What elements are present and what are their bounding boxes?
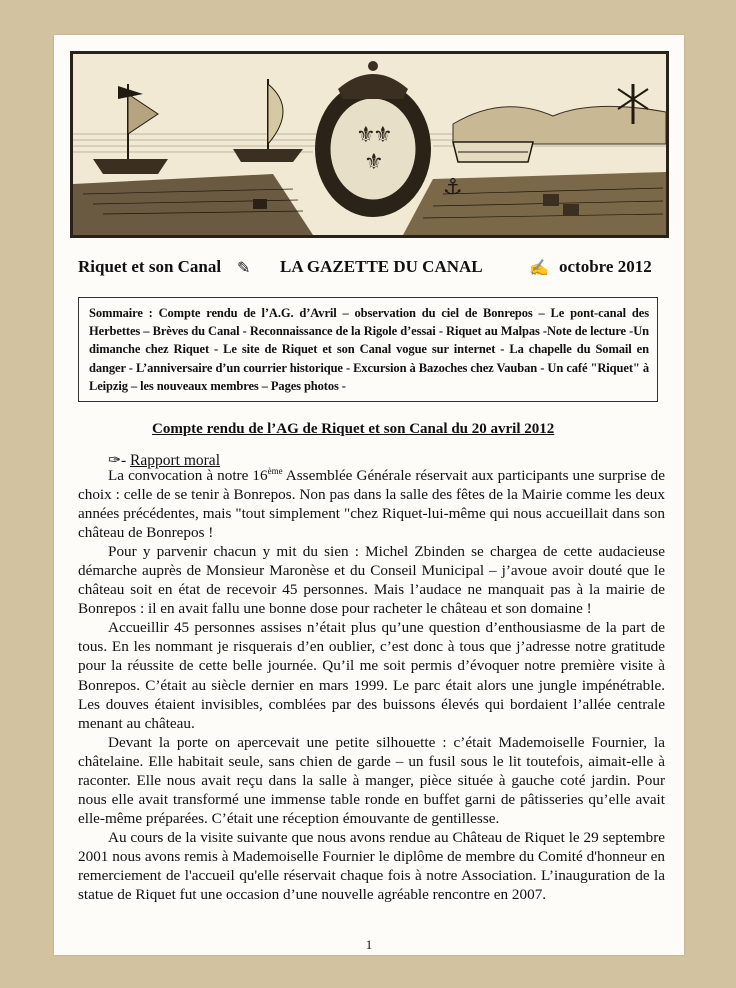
engraving-canal-illustration: [73, 54, 666, 235]
hand-pointer-icon: ✑-: [108, 452, 127, 469]
issue-date: octobre 2012: [559, 257, 652, 276]
table-of-contents-box: [78, 297, 658, 402]
publisher-name: Riquet et son Canal: [78, 257, 222, 276]
svg-text:⚜: ⚜: [364, 150, 384, 175]
writing-hand-icon: ✍: [529, 260, 549, 277]
paragraph: Au cours de la visite suivante que nous avons rendue au Château de Riquet le 29 septembre 2001 nous avons remis à Mademoiselle Fournier le diplôme de membre du Comité d'honneur en remerciement de l'accueil qu'elle réservait chaque fois à notre Association. L’inauguration de la statue de Riquet fut une occasion d’une nouvelle agréable rencontre en 2007.: [78, 828, 665, 904]
paragraph: La convocation à notre 16ème Assemblée Générale réservait aux participants une surprise de choix : celle de se tenir à Bonrepos. Non pas dans la salle des fêtes de la Mairie comme les deux années précédentes, mais "tout simplement "chez Riquet-lui-même qui nous accueillait dans son château de Bonrepos !: [78, 465, 665, 542]
article-body: [78, 466, 665, 904]
paragraph: Devant la porte on apercevait une petite silhouette : c’était Mademoiselle Fournier, la châtelaine. Elle habitait seule, sans chien de garde – un fusil sous le lit toutefois, aimait-elle à raconter. Elle nous avait reçu dans la salle à manger, pièce située à gauche coté jardin. Pour nous elle avait transformé une immense table ronde en buffet garni de pâtisseries qu’elle avait elle-même préparées. C’était une réception émouvante de gentillesse.: [78, 733, 665, 827]
quill-icon: ✎: [237, 260, 251, 277]
newsletter-page: [54, 35, 684, 955]
header-engraving: [70, 51, 669, 238]
gazette-title: LA GAZETTE DU CANAL: [280, 257, 483, 276]
svg-text:⚓: ⚓: [443, 175, 463, 200]
summary-text: Sommaire : Compte rendu de l’A.G. d’Avril – observation du ciel de Bonrepos – Le pont-canal des Herbettes – Brèves du Canal - Reconnaissance de la Rigole d’essai - Riquet au Malpas -Note de lecture -Un dimanche chez Riquet - Le site de Riquet et son Canal vogue sur internet - La chapelle du Somail en danger - L’anniversaire d’un courrier historique - Excursion à Bazoches chez Vauban - Un café "Riquet" à Leipzig – les nouveaux membres – Pages photos -: [89, 306, 649, 393]
article-title: Compte rendu de l’AG de Riquet et son Canal du 20 avril 2012: [152, 421, 555, 437]
masthead: [78, 257, 662, 281]
section-label: Rapport moral: [130, 452, 220, 469]
svg-text:⚜: ⚜: [356, 123, 376, 148]
svg-text:⚜: ⚜: [373, 123, 393, 148]
page-number: 1: [365, 937, 373, 952]
paragraph: Pour y parvenir chacun y mit du sien : Michel Zbinden se chargea de cette audacieuse démarche auprès de Monsieur Maronèse et du Conseil Municipal – j’avoue avoir douté que le château soit en état de recevoir 45 personnes. Mais l’audace ne manquait pas à la mairie de Bonrepos : il en avait fallu une bonne dose pour racheter le château et son domaine !: [78, 543, 665, 618]
paragraph: Accueillir 45 personnes assises n’était plus qu’une question d’enthousiasme de la part de tous. En les nommant je risquerais d’en oublier, c’est donc à tous que j’adresse notre gratitude pour la réussite de cette belle journée. Qu’il me soit permis d’évoquer notre première visite à Bonrepos. C’était au siècle dernier en mars 1999. Le parc était alors une jungle impénétrable. Les douves étaient invisibles, comblées par des buissons élevés qui bordaient l’allée centrale menant au château.: [78, 619, 665, 732]
